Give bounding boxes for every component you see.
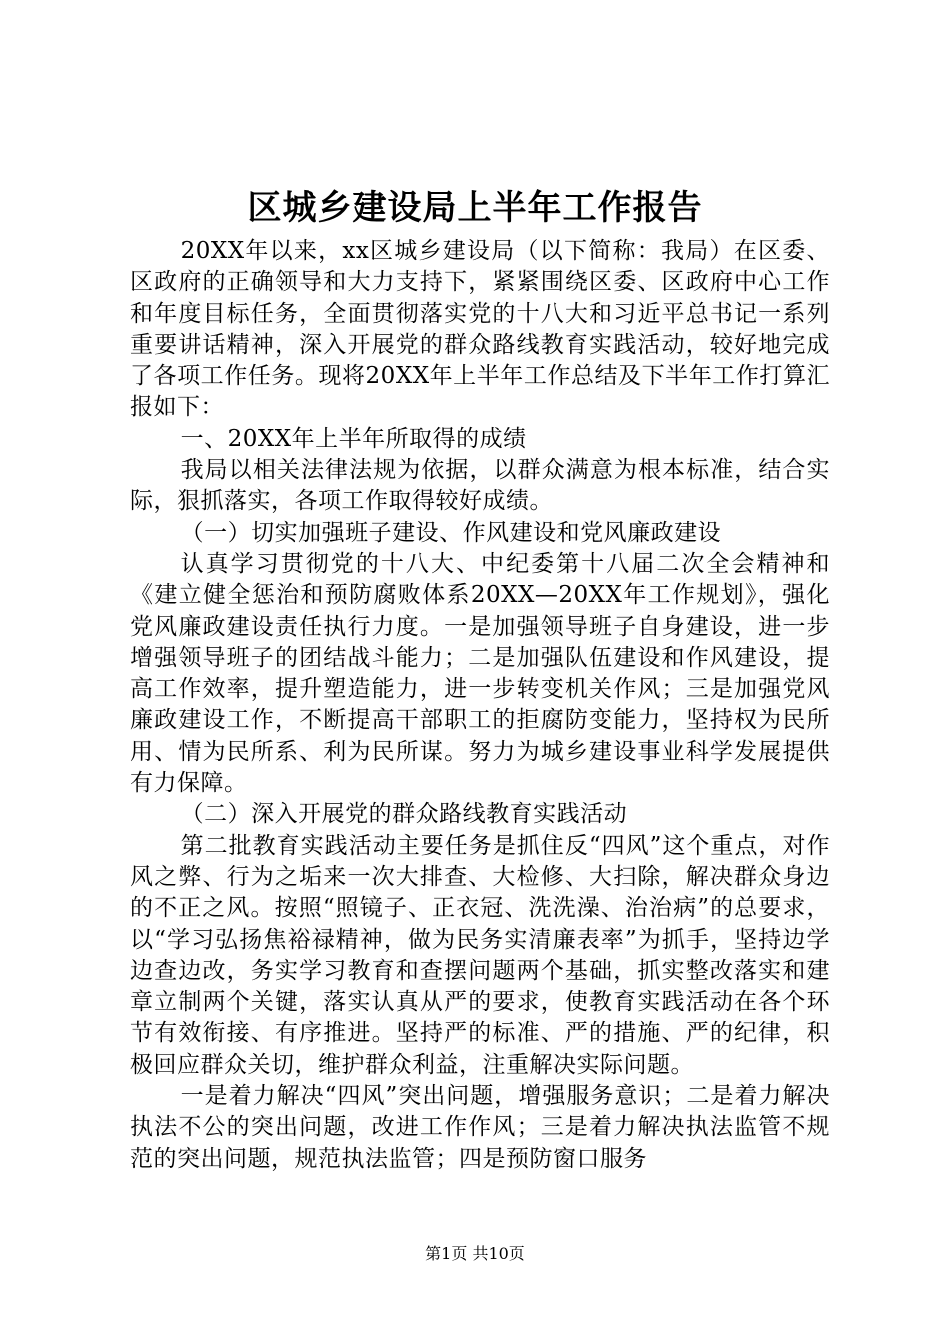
paragraph-education-practice: 第二批教育实践活动主要任务是抓住反“四风”这个重点，对作风之弊、行为之垢来一次大排查、大检修、大扫除，解决群众身边的不正之风。按照“照镜子、正衣冠、洗洗澡、治治病”的总要求，以“学习弘扬焦裕禄精神，做为民务实清廉表率”为抓手，坚持边学边查边改，务实学习教育和查摆问题两个基础，抓实整改落实和建章立制两个关键，落实认真从严的要求，使教育实践活动在各个环节有效衔接、有序推进。坚持严的标准、严的措施、严的纪律，积极回应群众关切，维护群众利益，注重解决实际问题。 xyxy=(130,832,830,1078)
subsection-heading-1: （一）切实加强班子建设、作风建设和党风廉政建设 xyxy=(180,519,722,546)
subsection-heading-2: （二）深入开展党的群众路线教育实践活动 xyxy=(180,801,628,828)
paragraph-intro: 20XX年以来，xx区城乡建设局（以下简称：我局）在区委、区政府的正确领导和大力支持下，紧紧围绕区委、区政府中心工作和年度目标任务，全面贯彻落实党的十八大和习近平总书记一系列重要讲话精神，深入开展党的群众路线教育实践活动，较好地完成了各项工作任务。现将20XX年上半年工作总结及下半年工作打算汇报如下： xyxy=(130,238,830,421)
paragraph-summary: 我局以相关法律法规为依据，以群众满意为根本标准，结合实际，狠抓落实，各项工作取得较好成绩。 xyxy=(130,457,830,515)
page-number-footer: 第1页 共10页 xyxy=(425,1244,525,1263)
paragraph-four-problems: 一是着力解决“四风”突出问题，增强服务意识；二是着力解决执法不公的突出问题，改进工作作风；三是着力解决执法监管不规范的突出问题，规范执法监管；四是预防窗口服务 xyxy=(130,1083,830,1172)
paragraph-party-building: 认真学习贯彻党的十八大、中纪委第十八届二次全会精神和《建立健全惩治和预防腐败体系20XX—20XX年工作规划》，强化党风廉政建设责任执行力度。一是加强领导班子自身建设，进一步增强领导班子的团结战斗能力；二是加强队伍建设和作风建设，提高工作效率，提升塑造能力，进一步转变机关作风；三是加强党风廉政建设工作，不断提高干部职工的拒腐防变能力，坚持权为民所用、情为民所系、利为民所谋。努力为城乡建设事业科学发展提供有力保障。 xyxy=(130,550,830,797)
section-heading-1: 一、20XX年上半年所取得的成绩 xyxy=(180,425,527,452)
document-title: 区城乡建设局上半年工作报告 xyxy=(247,188,703,228)
document-body xyxy=(130,236,830,1175)
